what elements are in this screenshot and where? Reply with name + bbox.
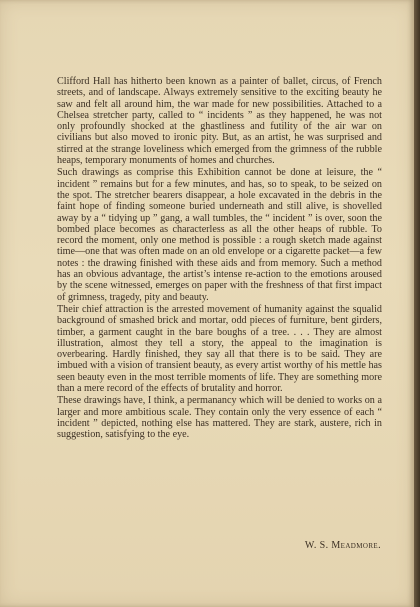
paragraph-3: Their chief attraction is the arrested movement of humanity against the squalid background of smashed brick and mortar, odd pieces of furniture, bent girders, timber, a garment caught in the bare boughs of a tree. . . . They are almost illustration, almost they tell a story, the appeal to the imagination is overbearing. Hardly finished, they say all that there is to be said. They are imbued with a vision of transient beauty, as every artist worthy of his mettle has seen beauty even in the most terrible moments of life. They are something more than a mere record of the effects of brutality and horror. [57, 303, 382, 395]
author-signature [0, 540, 381, 551]
essay-body [57, 76, 382, 442]
paragraph-2: Such drawings as comprise this Exhibition cannot be done at leisure, the “ incident ” remains but for a few minutes, and has, so to speak, to be seized on the spot. The stretcher bearers disappear, a hole excavated in the debris in the faint hope of finding someone buried underneath and still alive, is shovelled away by a “ tidying up ” gang, a wall tumbles, the “ incident ” is over, soon the bombed place becomes as characterless as all the other heaps of rubble. To record the moment, only one method is possible : a rough sketch made against time—one that was often made on an old envelope or a cigarette packet—a few notes : the drawing finished with these aids and from memory. Such a method has an obvious advantage, the artist’s intense re-action to the emotions aroused by the scene witnessed, emerges on paper with the freshness of that first impact of grimness, tragedy, pity and beauty. [57, 167, 382, 303]
paragraph-4: These drawings have, I think, a permanancy which will be denied to works on a larger and more ambitious scale. They contain only the very essence of each “ incident ” depicted, nothing else has mattered. They are stark, austere, rich in suggestion, satisfying to the eye. [57, 395, 382, 441]
paragraph-1: Clifford Hall has hitherto been known as a painter of ballet, circus, of French streets, and of landscape. Always extremely sensitive to the exciting beauty he saw and felt all around him, the war made for new possibilities. Attached to a Chelsea stretcher party, called to “ incidents ” as they happened, he was not only profoundly shocked at the ghastliness and futility of the air war on civilians but also moved to ironic pity. But, as an artist, he was surprised and stirred at the strange loveliness which emerged from the grimness of the rubble heaps, temporary monuments of homes and churches. [57, 76, 382, 167]
signature-text: W. S. Meadmore. [304, 540, 381, 551]
